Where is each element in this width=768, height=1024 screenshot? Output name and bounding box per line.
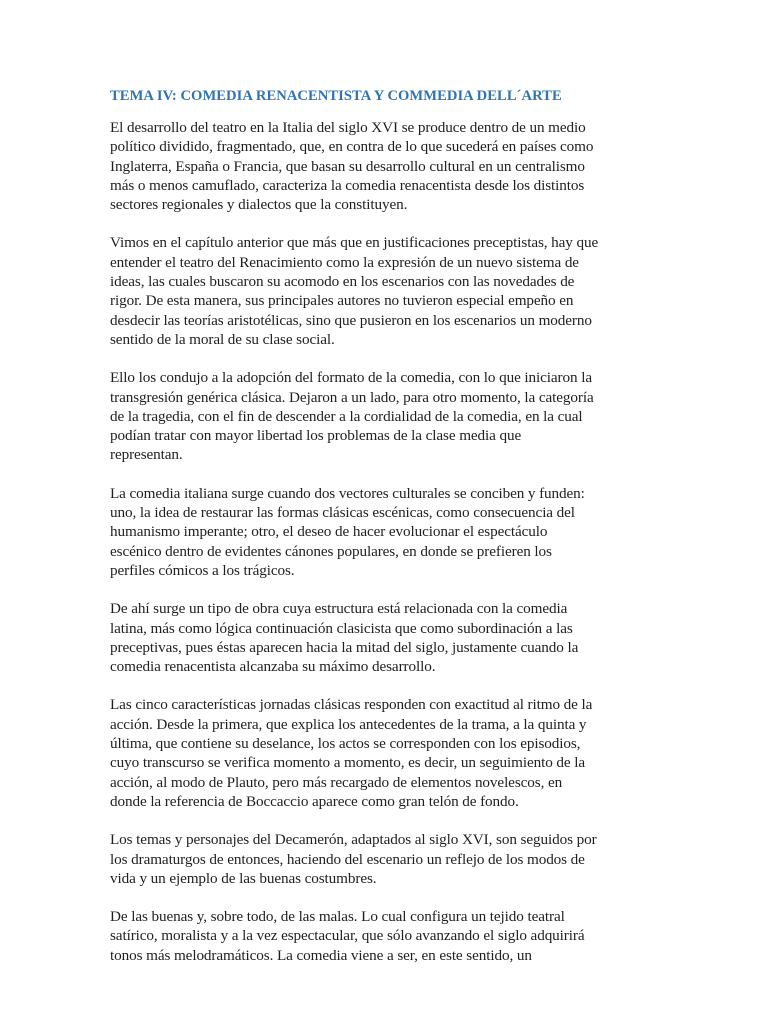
paragraph-line: podían tratar con mayor libertad los problemas de la clase media que [110, 427, 522, 445]
paragraph-line: de la tragedia, con el fin de descender a la cordialidad de la comedia, en la cual [110, 407, 583, 425]
paragraph-line: los dramaturgos de entonces, haciendo del escenario un reflejo de los modos de [110, 850, 585, 868]
paragraph-line: latina, más como lógica continuación clasicista que como subordinación a las [110, 619, 573, 637]
paragraph-line: representan. [110, 446, 183, 464]
paragraph-line: vida y un ejemplo de las buenas costumbres. [110, 869, 377, 887]
paragraph [110, 830, 666, 888]
paragraph-line: ideas, las cuales buscaron su acomodo en los escenarios con las novedades de [110, 273, 575, 291]
paragraph-line: desdecir las teorías aristotélicas, sino que pusieron en los escenarios un moderno [110, 311, 592, 329]
paragraph-line: Las cinco características jornadas clásicas responden con exactitud al ritmo de la [110, 696, 593, 714]
paragraph-line: preceptivas, pues éstas aparecen hacia la mitad del siglo, justamente cuando la [110, 638, 579, 656]
paragraph [110, 695, 666, 811]
paragraph-line: La comedia italiana surge cuando dos vectores culturales se conciben y funden: [110, 484, 585, 502]
document-body [110, 86, 666, 984]
paragraph-line: satírico, moralista y a la vez espectacular, que sólo avanzando el siglo adquirirá [110, 927, 585, 945]
paragraph-line: Inglaterra, España o Francia, que basan su desarrollo cultural en un centralismo [110, 157, 585, 175]
paragraph-line: más o menos camuflado, caracteriza la comedia renacentista desde los distintos [110, 176, 585, 194]
paragraph [110, 368, 666, 464]
paragraph [110, 233, 666, 349]
paragraph-line: sentido de la moral de su clase social. [110, 330, 335, 348]
paragraph-line: cuyo transcurso se verifica momento a momento, es decir, un seguimiento de la [110, 754, 586, 772]
paragraph [110, 118, 666, 214]
paragraph-line: entender el teatro del Renacimiento como la expresión de un nuevo sistema de [110, 253, 579, 271]
paragraph-line: Ello los condujo a la adopción del formato de la comedia, con lo que iniciaron la [110, 369, 592, 387]
paragraph-line: comedia renacentista alcanzaba su máximo desarrollo. [110, 658, 436, 676]
paragraph-line: escénico dentro de evidentes cánones populares, en donde se prefieren los [110, 542, 552, 560]
paragraph [110, 484, 666, 580]
paragraph-line: acción, al modo de Plauto, pero más recargado de elementos novelescos, en [110, 773, 563, 791]
paragraph-line: donde la referencia de Boccaccio aparece como gran telón de fondo. [110, 792, 519, 810]
paragraph-line: sectores regionales y dialectos que la constituyen. [110, 196, 408, 214]
paragraph [110, 907, 666, 965]
paragraph-line: última, que contiene su deselance, los actos se corresponden con los episodios, [110, 735, 581, 753]
paragraph-line: De ahí surge un tipo de obra cuya estructura está relacionada con la comedia [110, 600, 568, 618]
paragraph-line: acción. Desde la primera, que explica los antecedentes de la trama, a la quinta y [110, 715, 587, 733]
paragraph-line: El desarrollo del teatro en la Italia del siglo XVI se produce dentro de un medio [110, 119, 586, 136]
paragraph-line: humanismo imperante; otro, el deseo de hacer evolucionar el espectáculo [110, 523, 548, 541]
paragraph-line: Los temas y personajes del Decamerón, adaptados al siglo XVI, son seguidos por [110, 831, 597, 849]
document-title: TEMA IV: COMEDIA RENACENTISTA Y COMMEDIA DELL´ARTE [110, 88, 562, 104]
paragraph [110, 599, 666, 676]
paragraph-line: tonos más melodramáticos. La comedia viene a ser, en este sentido, un [110, 946, 532, 964]
paragraph-line: Vimos en el capítulo anterior que más que en justificaciones preceptistas, hay que [110, 234, 599, 252]
paragraph-line: político dividido, fragmentado, que, en contra de lo que sucederá en países como [110, 138, 594, 156]
paragraph-line: uno, la idea de restaurar las formas clásicas escénicas, como consecuencia del [110, 504, 575, 522]
paragraph-list [110, 118, 666, 965]
paragraph-line: rigor. De esta manera, sus principales autores no tuvieron especial empeño en [110, 292, 574, 310]
paragraph-line: perfiles cómicos a los trágicos. [110, 561, 295, 579]
paragraph-line: transgresión genérica clásica. Dejaron a un lado, para otro momento, la categoría [110, 388, 594, 406]
paragraph-line: De las buenas y, sobre todo, de las malas. Lo cual configura un tejido teatral [110, 908, 565, 926]
